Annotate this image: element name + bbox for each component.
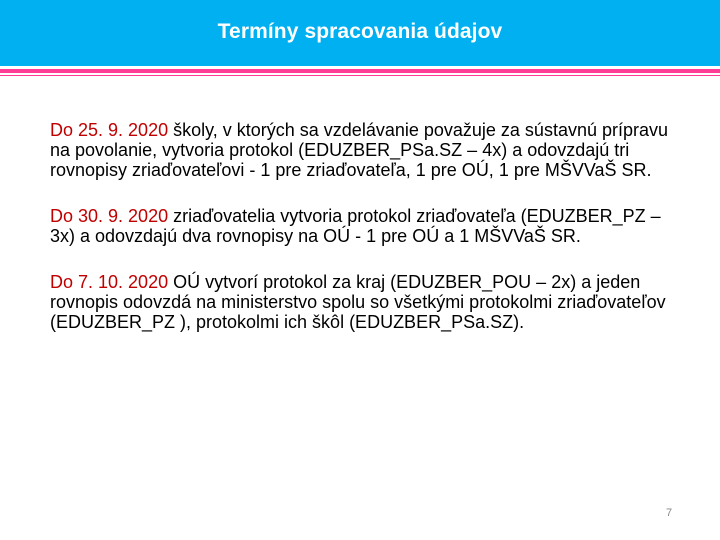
deadline-date: Do 25. 9. 2020 [50,120,169,140]
deadline-paragraph-2 [50,206,680,246]
accent-rule-thin [0,75,720,76]
accent-rule-thick [0,69,720,73]
deadline-date: Do 7. 10. 2020 [50,272,169,292]
title-bar [0,0,720,66]
slide-title: Termíny spracovania údajov [217,20,503,43]
deadline-date: Do 30. 9. 2020 [50,206,169,226]
deadline-text: zriaďovatelia vytvoria protokol zriaďovateľa (EDUZBER_PZ – 3x) a odovzdajú dva rovnopisy na OÚ - 1 pre OÚ a 1 MŠVVaŠ SR. [50,206,661,246]
deadline-paragraph-3 [50,272,680,332]
page-number: 7 [666,507,673,519]
deadline-text: OÚ vytvorí protokol za kraj (EDUZBER_POU – 2x) a jeden rovnopis odovzdá na ministerstvo spolu so všetkými protokolmi zriaďovateľov (EDUZBER_PZ ), protokolmi ich škôl (EDUZBER_PSa.SZ). [50,272,666,332]
slide-body [50,120,680,332]
deadline-paragraph-1 [50,120,680,180]
deadline-text: školy, v ktorých sa vzdelávanie považuje za sústavnú prípravu na povolanie, vytvoria protokol (EDUZBER_PSa.SZ – 4x) a odovzdajú tri rovnopisy zriaďovateľovi - 1 pre zriaďovateľa, 1 pre OÚ, 1 pre MŠVVaŠ SR. [50,120,669,180]
